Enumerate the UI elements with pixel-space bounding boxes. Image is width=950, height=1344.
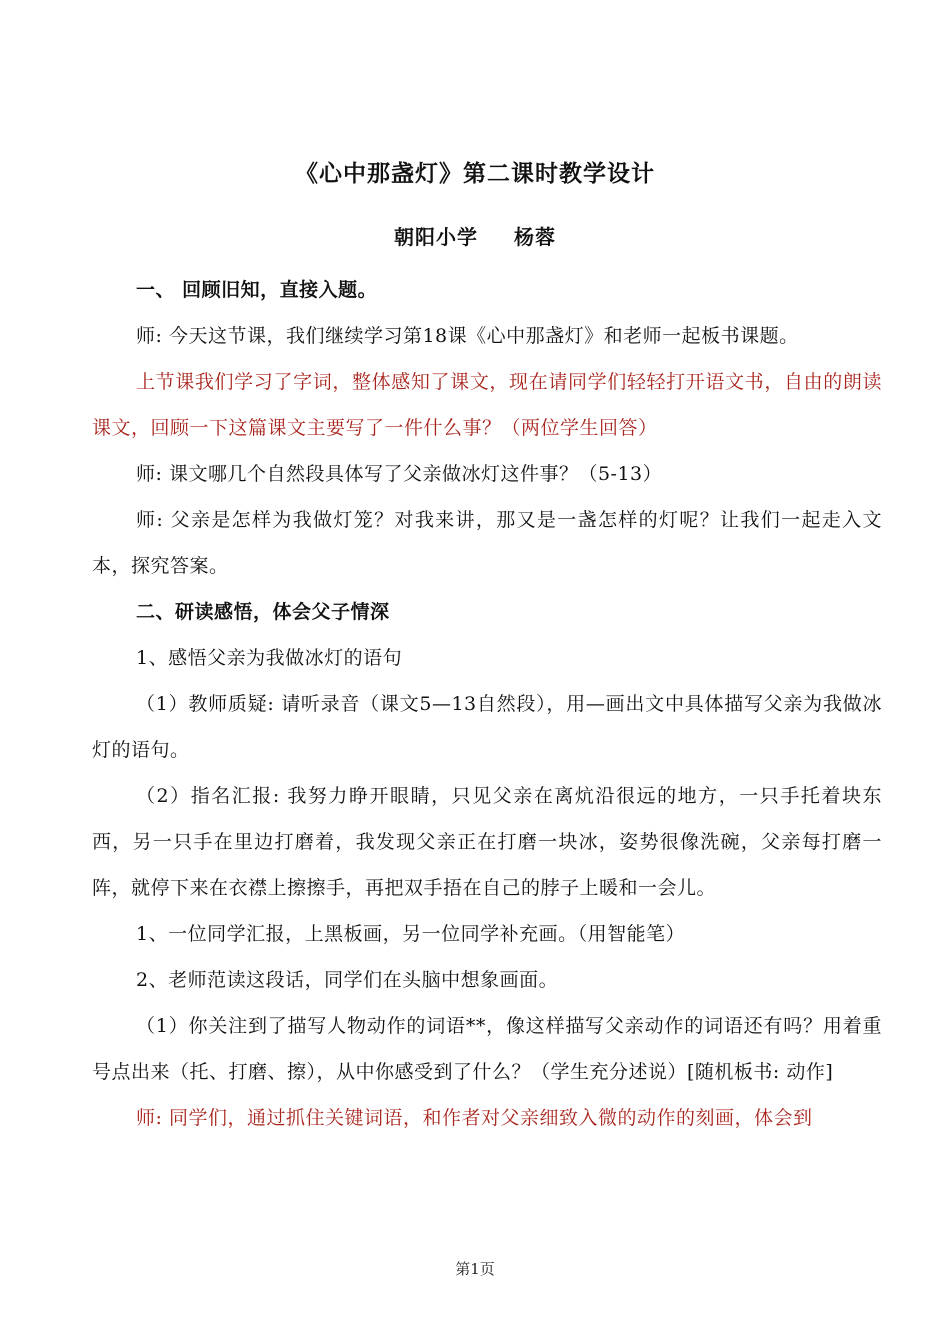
- paragraph-highlight: 上节课我们学习了字词，整体感知了课文，现在请同学们轻轻打开语文书，自由的朗读课文，回顾一下这篇课文主要写了一件什么事？（两位学生回答）: [92, 371, 882, 439]
- paragraph: 师: 今天这节课，我们继续学习第18课《心中那盏灯》和老师一起板书课题。: [136, 325, 799, 347]
- paragraph: 师: 父亲是怎样为我做灯笼？对我来讲，那又是一盏怎样的灯呢？让我们一起走入文本，探究答案。: [92, 509, 882, 577]
- paragraph: 2、老师范读这段话，同学们在头脑中想象画面。: [136, 969, 559, 991]
- paragraph: （2）指名汇报: 我努力睁开眼睛，只见父亲在离炕沿很远的地方，一只手托着块东西，另一只手在里边打磨着，我发现父亲正在打磨一块冰，姿势很像洗碗，父亲每打磨一阵，就停下来在衣襟上擦擦手，再把双手捂在自己的脖子上暖和一会儿。: [92, 785, 882, 899]
- page-number: 第1页: [455, 1260, 495, 1278]
- paragraph: （1）你关注到了描写人物动作的词语**，像这样描写父亲动作的词语还有吗？用着重号点出来（托、打磨、擦），从中你感受到了什么？（学生充分述说）[随机板书: 动作]: [92, 1015, 882, 1083]
- author-name: 杨蓉: [514, 225, 556, 249]
- document-title: 《心中那盏灯》第二课时教学设计: [295, 161, 655, 187]
- section-heading: 二、研读感悟，体会父子情深: [136, 601, 390, 623]
- author-line: [0, 221, 950, 250]
- school-name: 朝阳小学: [394, 225, 478, 249]
- section-heading: 一、 回顾旧知，直接入题。: [136, 279, 378, 301]
- paragraph-highlight: 师: 同学们，通过抓住关键词语，和作者对父亲细致入微的动作的刻画，体会到: [136, 1107, 813, 1129]
- paragraph: 1、一位同学汇报，上黑板画，另一位同学补充画。（用智能笔）: [136, 923, 686, 945]
- document-body: [92, 267, 882, 1141]
- paragraph: 1、感悟父亲为我做冰灯的语句: [136, 647, 403, 669]
- paragraph: （1）教师质疑: 请听录音（课文5—13自然段），用—画出文中具体描写父亲为我做冰灯的语句。: [92, 693, 882, 761]
- paragraph: 师: 课文哪几个自然段具体写了父亲做冰灯这件事？（5-13）: [136, 463, 663, 485]
